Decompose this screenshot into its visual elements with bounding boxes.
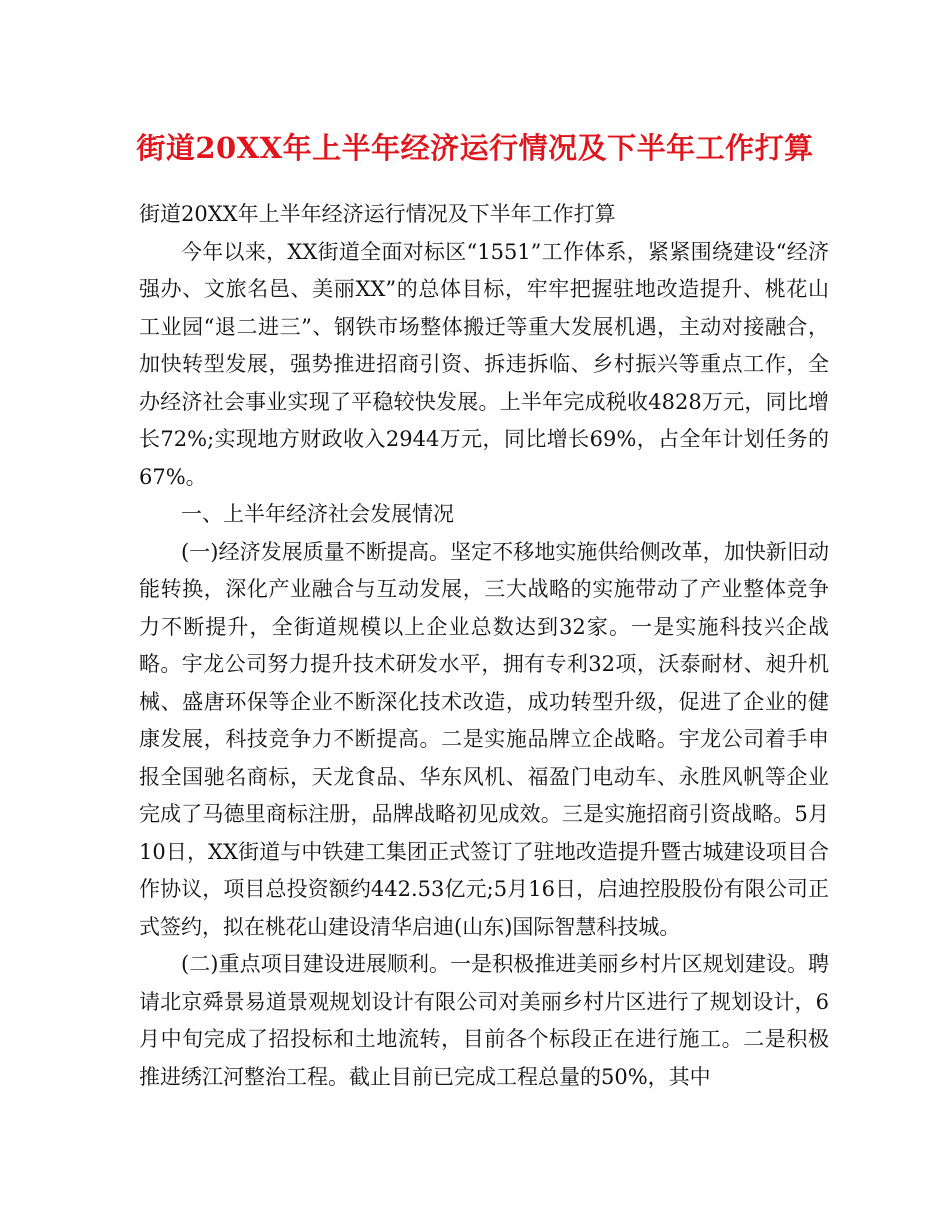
paragraph-intro: 今年以来，XX街道全面对标区“1551”工作体系，紧紧围绕建设“经济强办、文旅名邑、美丽XX”的总体目标，牢牢把握驻地改造提升、桃花山工业园“退二进三”、钢铁市场整体搬迁等重大发展机遇，主动对接融合，加快转型发展，强势推进招商引资、拆违拆临、乡村振兴等重点工作，全办经济社会事业实现了平稳较快发展。上半年完成税收4828万元，同比增长72%;实现地方财政收入2944万元，同比增长69%，占全年计划任务的67%。: [139, 239, 829, 489]
paragraph-economy: (一)经济发展质量不断提高。坚定不移地实施供给侧改革，加快新旧动能转换，深化产业融合与互动发展，三大战略的实施带动了产业整体竞争力不断提升，全街道规模以上企业总数达到32家。一是实施科技兴企战略。宇龙公司努力提升技术研发水平，拥有专利32项，沃泰耐材、昶升机械、盛唐环保等企业不断深化技术改造，成功转型升级，促进了企业的健康发展，科技竞争力不断提高。二是实施品牌立企战略。宇龙公司着手申报全国驰名商标，天龙食品、华东风机、福盈门电动车、永胜风帆等企业完成了马德里商标注册，品牌战略初见成效。三是实施招商引资战略。5月10日，XX街道与中铁建工集团正式签订了驻地改造提升暨古城建设项目合作协议，项目总投资额约442.53亿元;5月16日，启迪控股股份有限公司正式签约，拟在桃花山建设清华启迪(山东)国际智慧科技城。: [139, 539, 829, 939]
paragraph-projects: (二)重点项目建设进展顺利。一是积极推进美丽乡村片区规划建设。聘请北京舜景易道景观规划设计有限公司对美丽乡村片区进行了规划设计，6月中旬完成了招投标和土地流转，目前各个标段正在进行施工。二是积极推进绣江河整治工程。截止目前已完成工程总量的50%，其中: [139, 952, 829, 1089]
document-title: 街道20XX年上半年经济运行情况及下半年工作打算: [136, 131, 814, 165]
section-heading: 一、上半年经济社会发展情况: [181, 502, 454, 526]
document-body: [139, 196, 829, 1096]
paragraph-subtitle: 街道20XX年上半年经济运行情况及下半年工作打算: [139, 202, 616, 226]
